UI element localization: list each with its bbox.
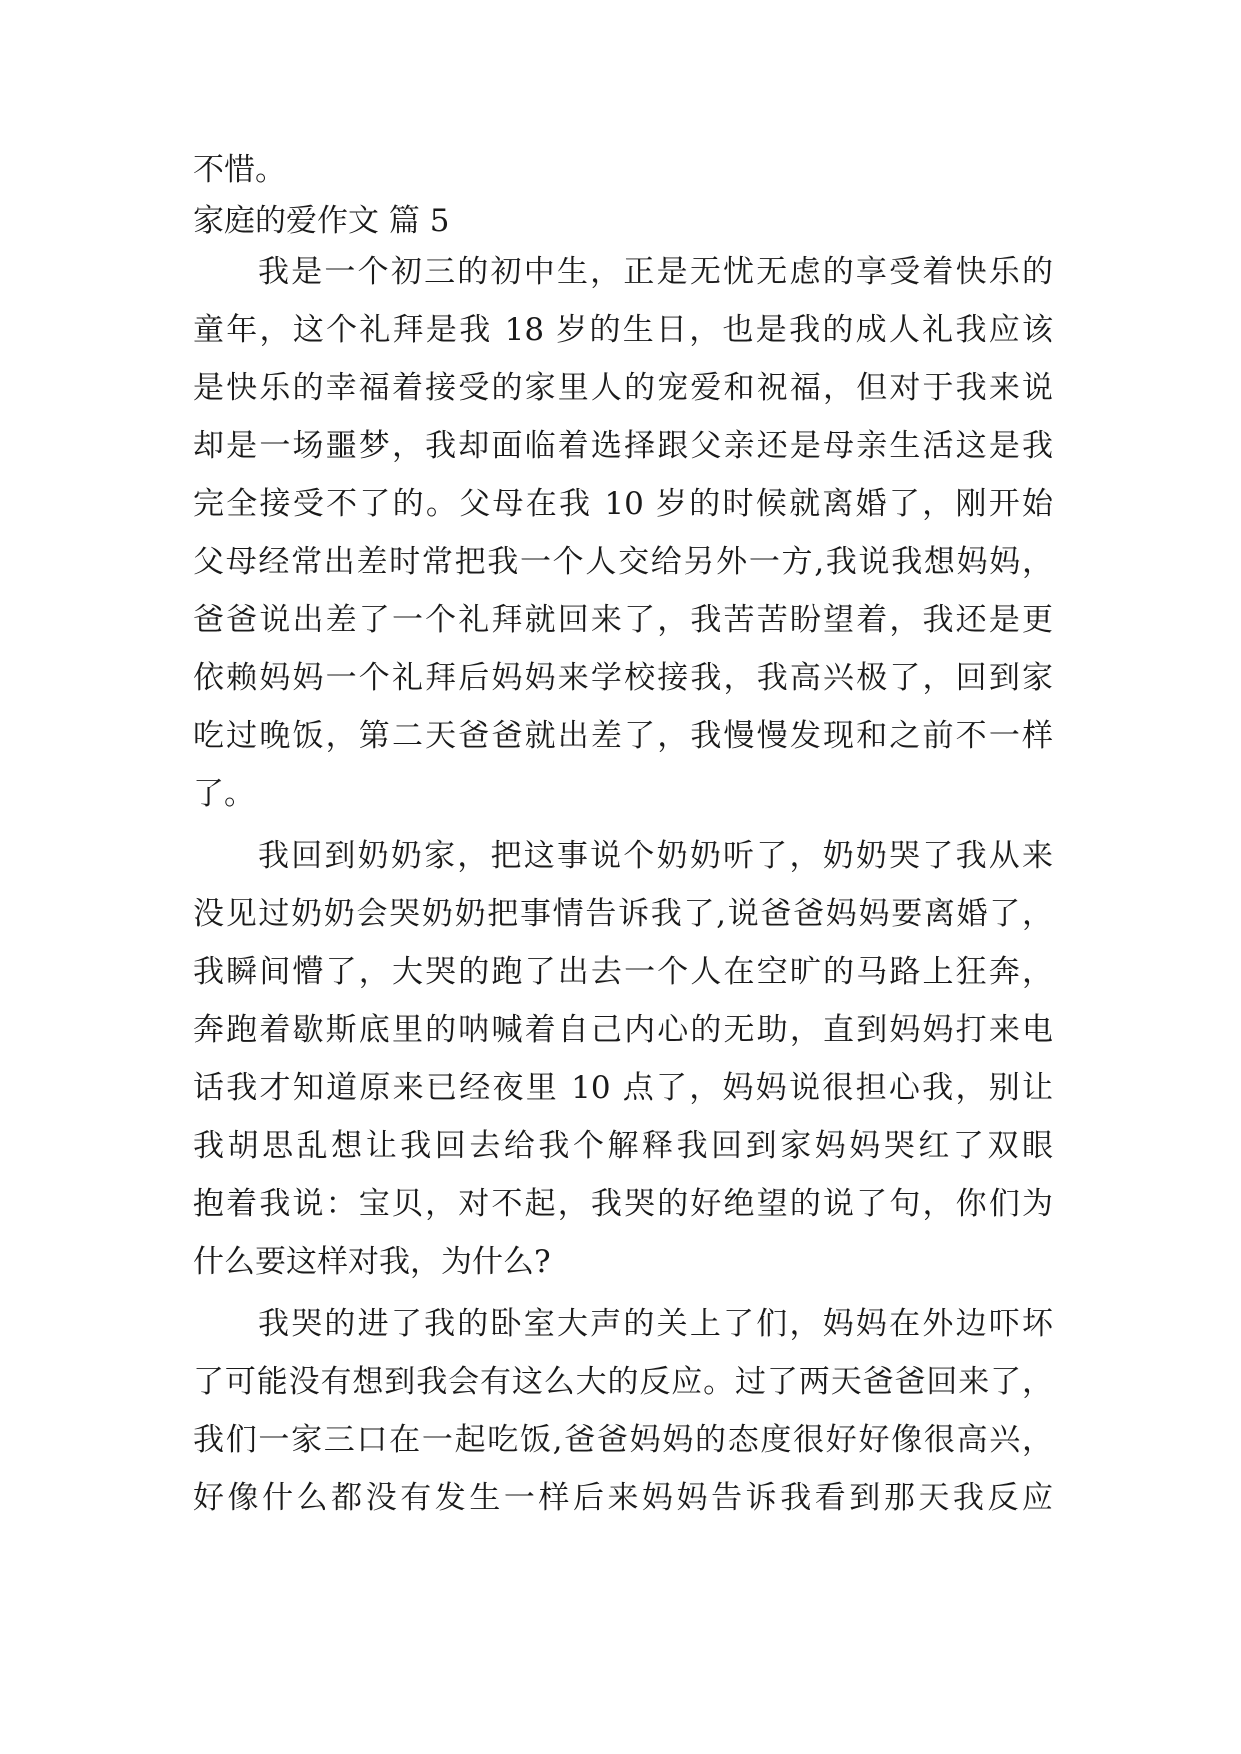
text-line: 奔跑着歇斯底里的呐喊着自己内心的无助，直到妈妈打来电	[193, 1012, 1053, 1048]
text-line: 没见过奶奶会哭奶奶把事情告诉我了,说爸爸妈妈要离婚了，	[193, 896, 1053, 932]
text-line: 完全接受不了的。父母在我 10 岁的时候就离婚了，刚开始	[193, 486, 1053, 522]
paragraph-first-line: 我是一个初三的初中生，正是无忧无虑的享受着快乐的	[258, 254, 1053, 290]
text-line: 抱着我说：宝贝，对不起，我哭的好绝望的说了句，你们为	[193, 1186, 1053, 1222]
text-line: 好像什么都没有发生一样后来妈妈告诉我看到那天我反应	[193, 1480, 1053, 1516]
text-line: 了。	[193, 776, 255, 812]
text-line: 我胡思乱想让我回去给我个解释我回到家妈妈哭红了双眼	[193, 1128, 1053, 1164]
text-line: 话我才知道原来已经夜里 10 点了，妈妈说很担心我，别让	[193, 1070, 1053, 1106]
text-line: 什么要这样对我，为什么?	[193, 1244, 551, 1280]
text-line: 我们一家三口在一起吃饭,爸爸妈妈的态度很好好像很高兴，	[193, 1422, 1053, 1458]
text-line: 父母经常出差时常把我一个人交给另外一方,我说我想妈妈，	[193, 544, 1053, 580]
paragraph-first-line: 我回到奶奶家，把这事说个奶奶听了，奶奶哭了我从来	[258, 838, 1053, 874]
paragraph-first-line: 我哭的进了我的卧室大声的关上了们，妈妈在外边吓坏	[258, 1306, 1053, 1342]
text-line: 吃过晚饭，第二天爸爸就出差了，我慢慢发现和之前不一样	[193, 718, 1053, 754]
section-heading: 家庭的爱作文 篇 5	[193, 203, 450, 239]
text-line: 爸爸说出差了一个礼拜就回来了，我苦苦盼望着，我还是更	[193, 602, 1053, 638]
text-line: 依赖妈妈一个礼拜后妈妈来学校接我，我高兴极了，回到家	[193, 660, 1053, 696]
text-line: 我瞬间懵了，大哭的跑了出去一个人在空旷的马路上狂奔，	[193, 954, 1053, 990]
text-line: 是快乐的幸福着接受的家里人的宠爱和祝福，但对于我来说	[193, 370, 1053, 406]
text-line: 却是一场噩梦，我却面临着选择跟父亲还是母亲生活这是我	[193, 428, 1053, 464]
text-line: 不惜。	[193, 152, 286, 188]
text-line: 童年，这个礼拜是我 18 岁的生日，也是我的成人礼我应该	[193, 312, 1053, 348]
text-line: 了可能没有想到我会有这么大的反应。过了两天爸爸回来了，	[193, 1364, 1053, 1400]
